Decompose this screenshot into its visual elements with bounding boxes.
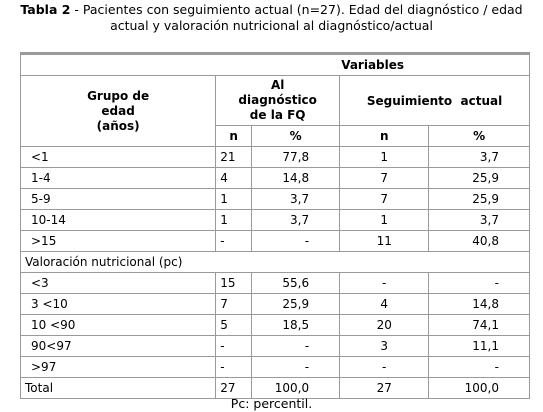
cell-p1: 3,7 xyxy=(252,210,340,231)
row-label: <3 xyxy=(21,273,216,294)
cell-n2: 7 xyxy=(340,168,429,189)
table-row xyxy=(21,147,529,168)
cell-n1: 21 xyxy=(216,147,252,168)
table-row xyxy=(21,357,529,378)
total-p2: 100,0 xyxy=(464,381,499,395)
row-label: 10 <90 xyxy=(21,315,216,336)
caption-label: Tabla 2 xyxy=(20,2,71,17)
cell-p2: 3,7 xyxy=(429,210,529,231)
table-row xyxy=(21,273,529,294)
cell-p2: 25,9 xyxy=(429,168,529,189)
cell-n2: 1 xyxy=(340,210,429,231)
cell-p2: 3,7 xyxy=(429,147,529,168)
cell-n2: 20 xyxy=(340,315,429,336)
header-row-variables xyxy=(21,55,529,76)
cell-n1: 5 xyxy=(216,315,252,336)
table-row xyxy=(21,168,529,189)
row-label: 3 <10 xyxy=(21,294,216,315)
row-label: 10-14 xyxy=(21,210,216,231)
table-caption xyxy=(0,2,543,34)
cell-p1: 3,7 xyxy=(252,189,340,210)
cell-p1: 55,6 xyxy=(252,273,340,294)
cell-n1: 1 xyxy=(216,189,252,210)
cell-p1: - xyxy=(252,336,340,357)
cell-n2: 3 xyxy=(340,336,429,357)
cell-p2: 40,8 xyxy=(429,231,529,252)
row-label: >97 xyxy=(21,357,216,378)
footnote: Pc: percentil. xyxy=(230,396,313,411)
table-row xyxy=(21,336,529,357)
row-label: 5-9 xyxy=(21,189,216,210)
cell-p2: 11,1 xyxy=(429,336,529,357)
cell-n2: - xyxy=(340,357,429,378)
cell-n1: 15 xyxy=(216,273,252,294)
row-label: 90<97 xyxy=(21,336,216,357)
cell-p2: 74,1 xyxy=(429,315,529,336)
section-row xyxy=(21,252,529,273)
cell-n2: 7 xyxy=(340,189,429,210)
cell-n2: - xyxy=(340,273,429,294)
header-row-groups xyxy=(21,76,529,126)
table-row xyxy=(21,294,529,315)
cell-p1: 77,8 xyxy=(252,147,340,168)
sub-pct-2: % xyxy=(429,126,529,147)
cell-p1: 14,8 xyxy=(252,168,340,189)
table-row xyxy=(21,210,529,231)
results-table xyxy=(20,52,530,399)
cell-p2: 25,9 xyxy=(429,189,529,210)
table-row xyxy=(21,189,529,210)
row-label: 1-4 xyxy=(21,168,216,189)
sub-n-2: n xyxy=(340,126,429,147)
table-row xyxy=(21,315,529,336)
cell-n1: - xyxy=(216,357,252,378)
cell-n2: 4 xyxy=(340,294,429,315)
cell-p1: - xyxy=(252,231,340,252)
nutrition-section-label: Valoración nutricional (pc) xyxy=(21,252,529,273)
cell-p1: 18,5 xyxy=(252,315,340,336)
variables-header: Variables xyxy=(216,55,529,76)
cell-p2: 14,8 xyxy=(429,294,529,315)
total-n2: 27 xyxy=(340,378,429,398)
total-label: Total xyxy=(21,378,216,398)
cell-n2: 11 xyxy=(340,231,429,252)
cell-n2: 1 xyxy=(340,147,429,168)
cell-p2: - xyxy=(429,273,529,294)
table-row xyxy=(21,231,529,252)
followup-header: Seguimiento actual xyxy=(340,76,529,126)
cell-p1: - xyxy=(252,357,340,378)
cell-p2: - xyxy=(429,357,529,378)
total-row xyxy=(21,378,529,398)
cell-n1: - xyxy=(216,336,252,357)
row-label: >15 xyxy=(21,231,216,252)
sub-n-1: n xyxy=(216,126,252,147)
cell-n1: 1 xyxy=(216,210,252,231)
age-group-header: Grupo de edad (años) xyxy=(21,76,216,147)
cell-p1: 25,9 xyxy=(252,294,340,315)
cell-n1: 4 xyxy=(216,168,252,189)
cell-n1: 7 xyxy=(216,294,252,315)
caption-text: - Pacientes con seguimiento actual (n=27). Edad del diagnóstico / edad actual y valoración nutricional al diagnóstico/actual xyxy=(70,2,523,33)
cell-n1: - xyxy=(216,231,252,252)
total-n1: 27 xyxy=(216,378,252,398)
diagnosis-header: Al diagnóstico de la FQ xyxy=(216,76,340,126)
total-p1: 100,0 xyxy=(252,378,340,398)
sub-pct-1: % xyxy=(252,126,340,147)
row-label: <1 xyxy=(21,147,216,168)
